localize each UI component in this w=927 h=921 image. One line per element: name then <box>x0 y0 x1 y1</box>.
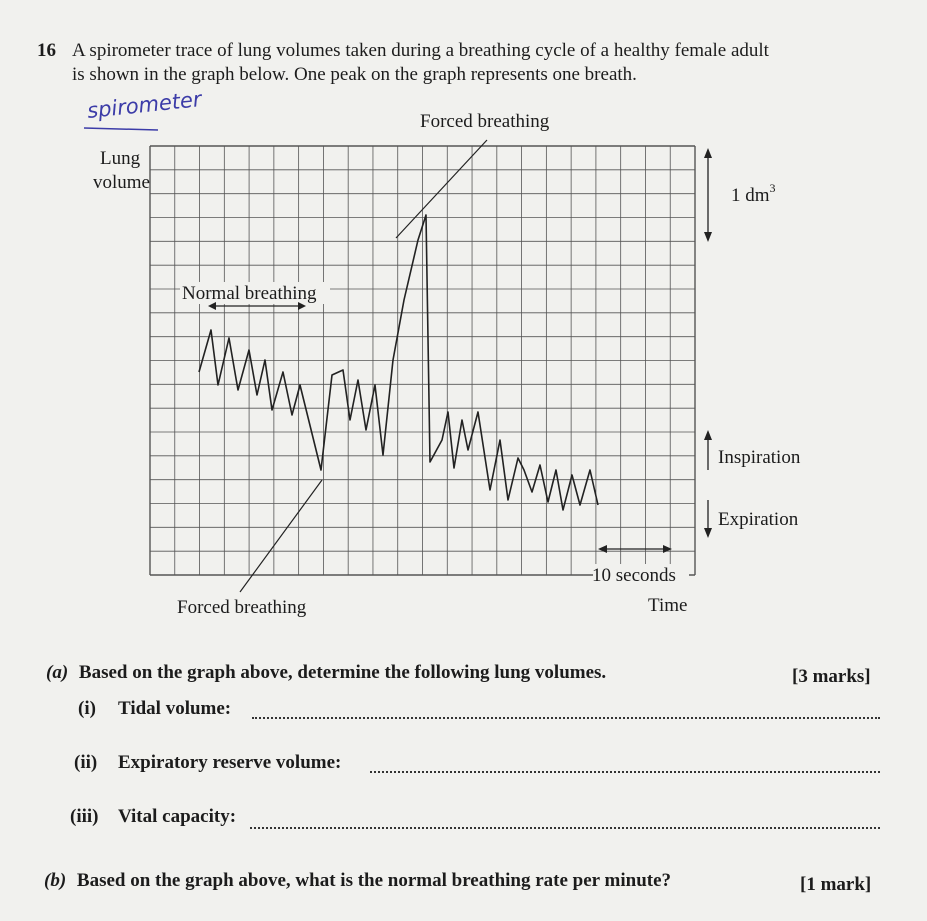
vital-capacity-answer-line[interactable] <box>250 827 880 829</box>
part-b-text: Based on the graph above, what is the normal breathing rate per minute? <box>76 870 672 891</box>
part-a-text: Based on the graph above, determine the following lung volumes. <box>78 662 607 683</box>
part-a-item-i-text: Tidal volume: <box>118 698 232 719</box>
forced-breathing-top-label: Forced breathing <box>420 111 550 132</box>
time-scale-arrow-left <box>598 545 607 553</box>
part-a-item-iii-text: Vital capacity: <box>118 806 237 827</box>
handwritten-underline <box>84 128 158 130</box>
part-b-label: (b) <box>44 870 67 891</box>
inspiration-arrow-head <box>704 430 712 440</box>
graph-grid <box>150 146 695 575</box>
part-b-heading <box>44 868 671 894</box>
forced-breathing-top-pointer <box>396 140 487 238</box>
volume-scale-arrow-down <box>704 232 712 242</box>
tidal-volume-answer-line[interactable] <box>252 717 880 719</box>
inspiration-label: Inspiration <box>718 447 801 468</box>
expiration-arrow-head <box>704 528 712 538</box>
volume-scale-label: 1 $dm^3$ <box>731 181 776 206</box>
y-axis-label-line2: volume <box>93 172 150 193</box>
part-a-heading <box>46 660 606 686</box>
time-scale-label: 10 seconds <box>592 565 676 586</box>
expiration-label: Expiration <box>718 509 799 530</box>
question-number: 16 <box>37 40 56 61</box>
question-stem-line2: is shown in the graph below. One peak on the graph represents one breath. <box>72 64 637 85</box>
forced-breathing-bottom-label: Forced breathing <box>177 597 307 618</box>
part-a-item-ii-label: (ii) <box>74 752 98 773</box>
y-axis-label-line1: Lung <box>100 148 141 169</box>
part-a-item-ii-text: Expiratory reserve volume: <box>118 752 342 773</box>
normal-breathing-label: Normal breathing <box>182 283 317 304</box>
x-axis-label: Time <box>648 595 688 616</box>
handwritten-note: spirometer <box>86 87 203 123</box>
time-scale-arrow-right <box>663 545 672 553</box>
question-stem-line1: A spirometer trace of lung volumes taken during a breathing cycle of a healthy female adult <box>72 40 769 61</box>
part-a-label: (a) <box>46 662 69 683</box>
expiratory-reserve-answer-line[interactable] <box>370 771 880 773</box>
volume-scale-arrow-up <box>704 148 712 158</box>
part-a-marks: [3 marks] <box>792 666 871 687</box>
part-b-marks: [1 mark] <box>800 874 872 895</box>
part-a-item-iii-label: (iii) <box>70 806 99 827</box>
spirometer-trace <box>199 215 598 510</box>
part-a-item-i-label: (i) <box>78 698 96 719</box>
